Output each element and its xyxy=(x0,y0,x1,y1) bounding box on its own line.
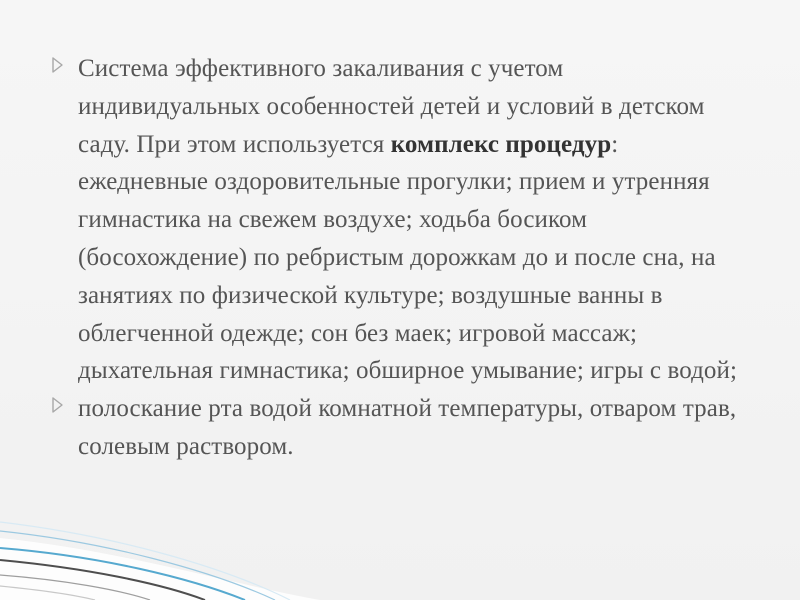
triangle-bullet-icon xyxy=(52,50,78,78)
bullet-text: полоскание рта водой комнатной температуры, отваром трав, солевым раствором. xyxy=(78,395,737,460)
bullet-item xyxy=(52,390,742,466)
bullet-text-tail: : ежедневные оздоровительные прогулки; прием и утренняя гимнастика на свежем воздухе; ходьба босиком (босохождение) по ребристым дорожкам до и после сна, на занятиях по физической культуре; воздушные ванны в облегченной одежде; сон без маек; игровой массаж; дыхательная гимнастика; обширное умывание; игры с водой; xyxy=(78,130,738,385)
bullet-text xyxy=(78,50,742,390)
triangle-bullet-icon xyxy=(52,390,78,418)
bullet-list xyxy=(52,50,742,466)
bullet-text-main: Система эффективного закаливания с учетом индивидуальных особенностей детей и условий в детском саду. При этом используется xyxy=(78,55,705,158)
bullet-item xyxy=(52,50,742,390)
bold-phrase: комплекс процедур xyxy=(390,130,612,158)
